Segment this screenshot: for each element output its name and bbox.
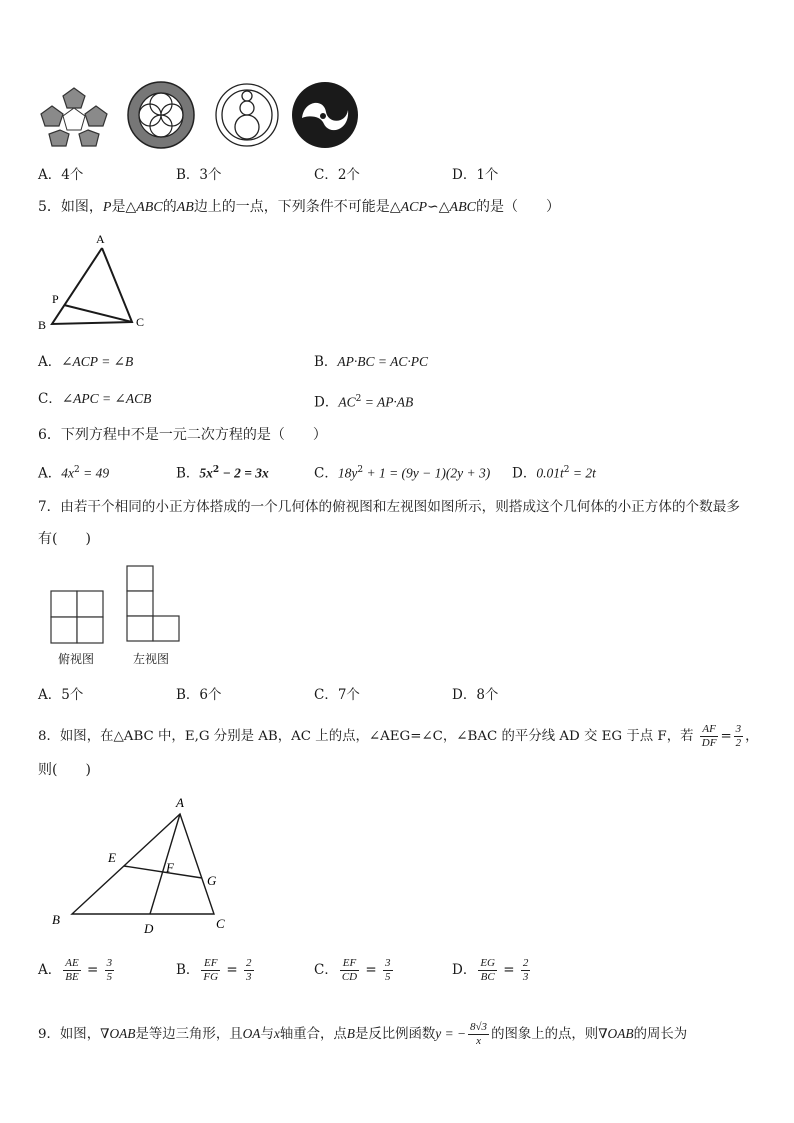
q5-label-p: P (52, 292, 59, 306)
circle-petals-figure (126, 80, 196, 150)
q5-option-a: A．∠ACP = ∠B (38, 354, 134, 370)
q8-option-b: B． $\frac{EF}{FG}$ = $\frac{2}{3}$ (176, 957, 252, 983)
q4-option-c: C．2个 (314, 167, 360, 183)
q8-option-d: D． $\frac{EG}{BC}$ = $\frac{2}{3}$ (452, 957, 529, 983)
q8-stem-line2: 则( ) (38, 762, 91, 778)
q9-function-fraction: $\frac{8√3}{x}$ (470, 1021, 488, 1047)
q6-option-d: D．$0.01t^2 = 2t$ (512, 465, 596, 482)
q8-label-c: C (216, 916, 225, 931)
q7-top-view-caption: 俯视图 (58, 652, 95, 666)
q6-option-c: C．$18y^2 + 1 = (9y - 1)(2y + 3)$ (314, 465, 491, 482)
q7-option-d: D．8个 (452, 687, 499, 703)
q8-label-g: G (207, 873, 217, 888)
q8-label-b: B (52, 912, 60, 927)
q5-stem: 5．如图，P是△ABC的AB边上的一点，下列条件不可能是△ACP∽△ABC的是（ ） (38, 199, 560, 215)
q8-condition-ratio: $\frac{AF}{DF}$ (701, 723, 717, 749)
q8-label-e: E (108, 850, 116, 865)
q5-label-a: A (96, 232, 105, 246)
q5-triangle-figure (36, 228, 156, 338)
q6-option-b: B．$5x^2 - 2 = 3x$ (176, 465, 269, 482)
q5-label-c: C (136, 315, 145, 329)
yin-yang-swirl-figure (290, 80, 360, 150)
q7-option-b: B．6个 (176, 687, 222, 703)
q6-option-a: A．$4x^2 = 49$ (38, 465, 110, 482)
q5-option-d: D．$AC^2 = AP\cdot AB$ (314, 394, 414, 411)
nested-circles-figure (214, 80, 280, 150)
q7-top-view-figure (50, 590, 106, 646)
q8-triangle-figure (48, 792, 248, 940)
q8-stem: 8．如图，在△ABC 中，E,G 分别是 AB，AC 上的点，∠AEG=∠C，∠BAC 的平分线 AD 交 EG 于点 F，若 $\frac{AF}{DF}$ = $\frac{3}{2}$ ， (38, 723, 759, 749)
q7-stem-line2: 有( ) (38, 531, 91, 547)
q5-option-b: B．AP·BC = AC·PC (314, 354, 429, 370)
q8-label-f: F (166, 860, 174, 875)
q8-option-c: C． $\frac{EF}{CD}$ = $\frac{3}{5}$ (314, 957, 391, 983)
q8-option-a: A． $\frac{AE}{BE}$ = $\frac{3}{5}$ (38, 957, 113, 983)
q7-left-view-caption: 左视图 (133, 652, 170, 666)
q5-option-c: C．∠APC = ∠ACB (38, 391, 152, 407)
q8-label-a: A (176, 795, 184, 810)
q7-option-c: C．7个 (314, 687, 360, 703)
q5-label-b: B (38, 318, 47, 332)
q7-stem-line1: 7．由若干个相同的小正方体搭成的一个几何体的俯视图和左视图如图所示，则搭成这个几何体的小正方体的个数最多 (38, 499, 740, 515)
q9-stem: 9．如图，∇OAB是等边三角形，且OA与x轴重合，点B是反比例函数y = − $\frac{8√3}{x}$ 的图象上的点，则∇OAB的周长为 (38, 1021, 688, 1047)
q4-option-b: B．3个 (176, 167, 222, 183)
q4-option-a: A．4个 (38, 167, 84, 183)
pentagon-flower-figure (38, 84, 110, 148)
q7-left-view-figure (126, 565, 182, 645)
q4-option-d: D．1个 (452, 167, 499, 183)
q8-label-d: D (144, 921, 154, 936)
q6-stem: 6．下列方程中不是一元二次方程的是（ ） (38, 427, 327, 443)
q7-option-a: A．5个 (38, 687, 84, 703)
